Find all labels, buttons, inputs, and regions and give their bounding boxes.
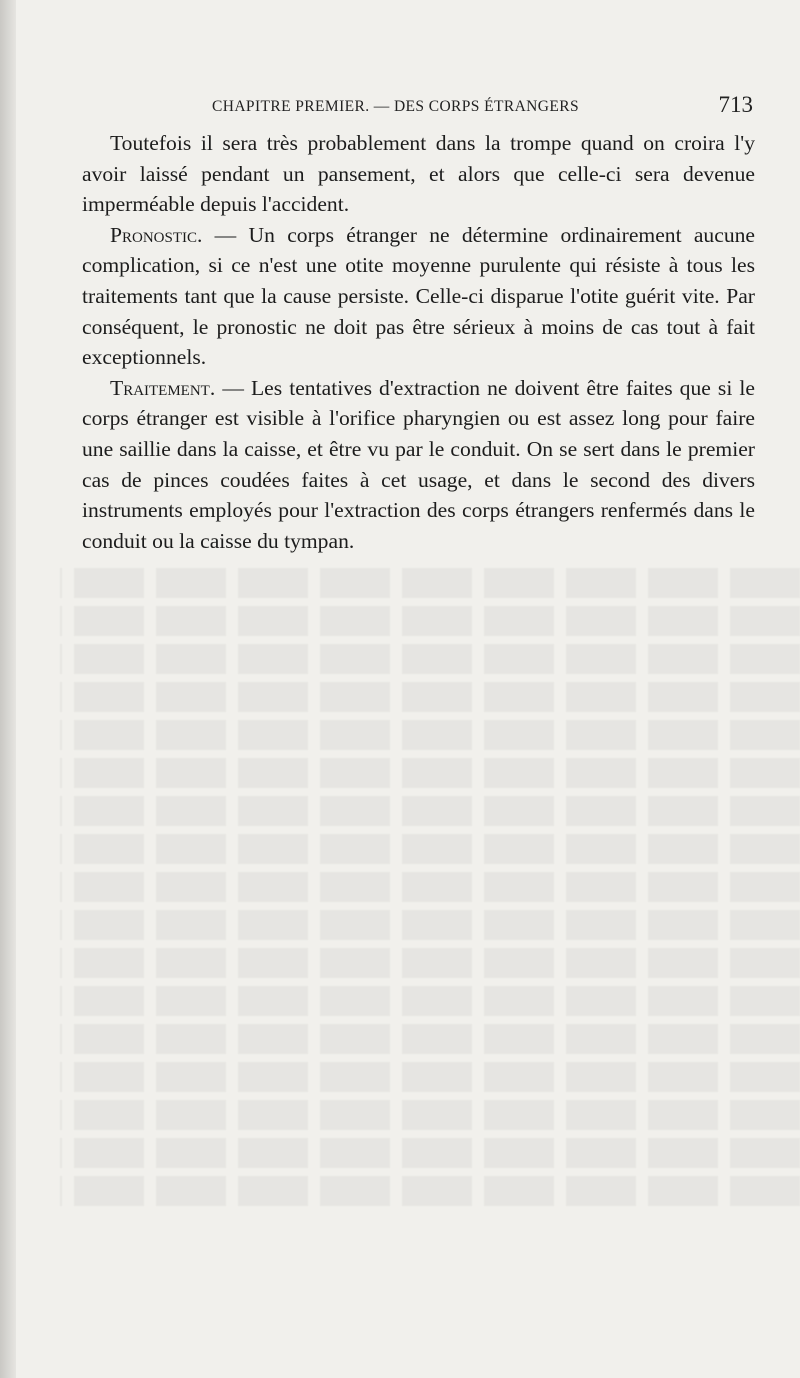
paragraph-traitement: [82, 373, 755, 557]
paragraph-text: Toutefois il sera très probablement dans la trompe quand on croira l'y avoir laissé pendant un pansement, et alors que celle-ci sera devenue imperméable depuis l'accident.: [82, 131, 755, 217]
scan-edge-shadow: [0, 0, 16, 1378]
paragraph-lead: Traitement.: [110, 375, 216, 400]
paragraph-text: — Les tentatives d'extraction ne doivent être faites que si le corps étranger est visible à l'orifice pharyngien ou est assez long pour faire une saillie dans la caisse, et être vu par le conduit. On se sert dans le premier cas de pinces coudées faites à cet usage, et dans le second des divers instruments employés pour l'extraction des corps étrangers renfermés dans le conduit ou la caisse du tympan.: [82, 375, 755, 553]
running-head-title: CHAPITRE PREMIER. — DES CORPS ÉTRANGERS: [212, 98, 579, 115]
paragraph-pronostic: [82, 220, 755, 373]
paragraph-lead: Pronostic.: [110, 222, 203, 247]
paragraph: [82, 128, 755, 220]
body-text: [82, 128, 755, 556]
show-through-bleed: [60, 560, 800, 1260]
paragraph-text: — Un corps étranger ne détermine ordinairement aucune complication, si ce n'est une otite moyenne purulente qui résiste à tous les traitements tant que la cause persiste. Celle-ci disparue l'otite guérit vite. Par conséquent, le pronostic ne doit pas être sérieux à moins de cas tout à fait exceptionnels.: [82, 222, 755, 370]
running-header: [82, 92, 757, 124]
page-number: 713: [718, 92, 753, 117]
